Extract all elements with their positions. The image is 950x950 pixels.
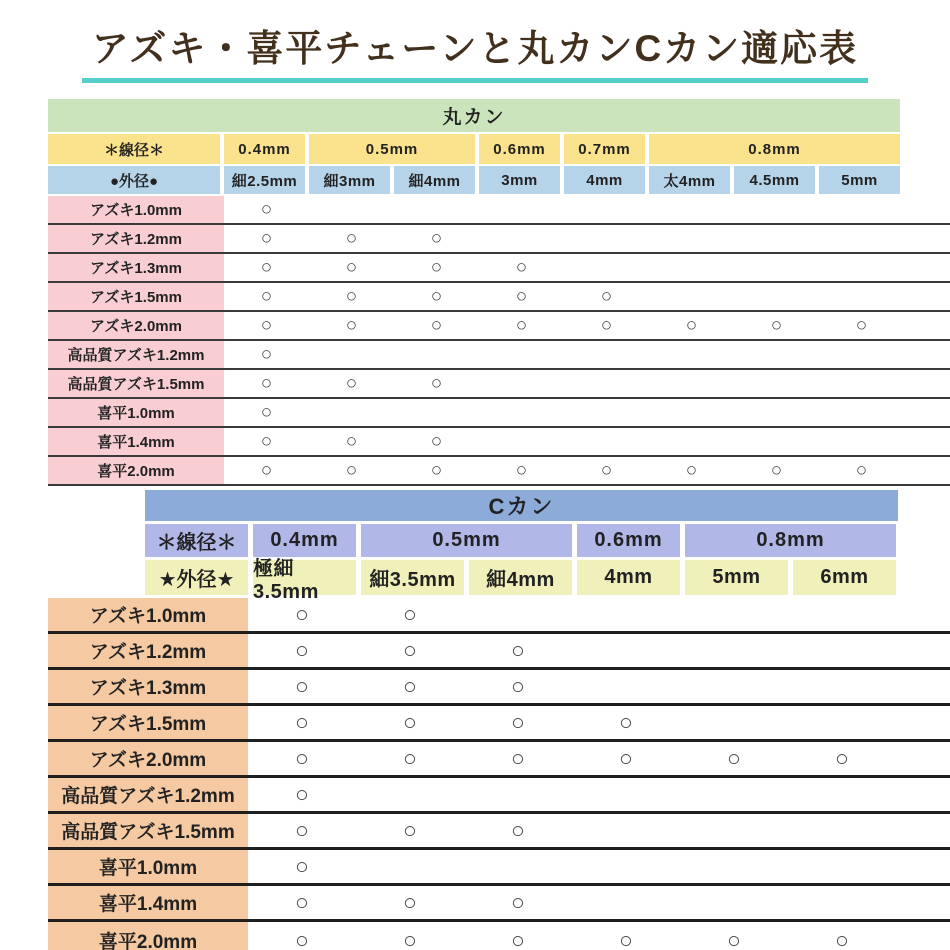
wire-diameter-value: 0.6mm bbox=[479, 134, 560, 164]
chain-row-label: 高品質アズキ1.2mm bbox=[48, 778, 248, 811]
compat-cell bbox=[788, 778, 896, 811]
compat-cell: ○ bbox=[403, 709, 417, 735]
compat-cell: ○ bbox=[260, 430, 273, 452]
chain-row-label: 高品質アズキ1.5mm bbox=[48, 814, 248, 847]
compat-cell bbox=[788, 814, 896, 847]
chain-row-label: アズキ1.2mm bbox=[48, 634, 248, 667]
compat-cell bbox=[788, 850, 896, 883]
outer-diameter-header-label: ★外径★ bbox=[145, 560, 248, 595]
compat-cell bbox=[394, 196, 479, 223]
compat-cell: ○ bbox=[403, 926, 417, 950]
compat-cell bbox=[680, 634, 788, 667]
compat-cell: ○ bbox=[403, 601, 417, 627]
wire-diameter-header-label: ＊線径＊ bbox=[145, 524, 248, 557]
chain-row-label: アズキ1.0mm bbox=[48, 196, 224, 223]
ckan-outer-diameter-row bbox=[145, 557, 950, 603]
compat-cell bbox=[680, 598, 788, 631]
chain-row bbox=[48, 850, 950, 886]
compat-cell bbox=[734, 341, 819, 368]
compat-cell: ○ bbox=[260, 198, 273, 220]
compat-cell: ○ bbox=[685, 314, 698, 336]
compat-cell bbox=[788, 706, 896, 739]
compat-cell: ○ bbox=[511, 637, 525, 663]
wire-diameter-value: 0.5mm bbox=[309, 134, 475, 164]
compat-cell: ○ bbox=[295, 637, 309, 663]
compat-cell bbox=[649, 399, 734, 426]
wire-diameter-value: 0.5mm bbox=[361, 524, 572, 557]
compat-cell: ○ bbox=[511, 817, 525, 843]
outer-diameter-value: 細3.5mm bbox=[361, 560, 464, 595]
compat-cell: ○ bbox=[430, 430, 443, 452]
compat-cell bbox=[572, 814, 680, 847]
compat-cell: ○ bbox=[770, 459, 783, 481]
compat-cell: ○ bbox=[345, 372, 358, 394]
chain-row-label: アズキ1.0mm bbox=[48, 598, 248, 631]
chain-row-label: 喜平1.0mm bbox=[48, 399, 224, 426]
chain-row bbox=[48, 886, 950, 922]
compat-cell bbox=[572, 598, 680, 631]
compat-cell: ○ bbox=[260, 401, 273, 423]
outer-diameter-value: 太4mm bbox=[649, 166, 730, 194]
chain-row bbox=[48, 598, 950, 634]
chain-row-label: 喜平2.0mm bbox=[48, 922, 248, 950]
chain-row bbox=[48, 370, 950, 399]
marukan-table-title: 丸カン bbox=[48, 99, 900, 132]
chain-row-label: アズキ1.3mm bbox=[48, 254, 224, 281]
compat-cell: ○ bbox=[403, 673, 417, 699]
outer-diameter-value: 極細3.5mm bbox=[253, 560, 356, 595]
compat-cell: ○ bbox=[511, 709, 525, 735]
chain-row-label: 高品質アズキ1.5mm bbox=[48, 370, 224, 397]
compat-cell bbox=[309, 196, 394, 223]
compat-cell: ○ bbox=[515, 314, 528, 336]
compat-cell bbox=[464, 850, 572, 883]
compat-cell: ○ bbox=[511, 745, 525, 771]
compat-cell: ○ bbox=[345, 314, 358, 336]
compat-cell: ○ bbox=[345, 256, 358, 278]
compat-cell bbox=[394, 341, 479, 368]
outer-diameter-value: 6mm bbox=[793, 560, 896, 595]
compat-cell bbox=[479, 196, 564, 223]
compat-cell: ○ bbox=[295, 781, 309, 807]
page-title-wrap bbox=[0, 0, 950, 83]
chain-row bbox=[48, 196, 950, 225]
compat-cell: ○ bbox=[515, 256, 528, 278]
compat-cell bbox=[680, 850, 788, 883]
compat-cell: ○ bbox=[295, 709, 309, 735]
compat-cell bbox=[680, 778, 788, 811]
compat-cell: ○ bbox=[260, 343, 273, 365]
compat-cell bbox=[680, 814, 788, 847]
compat-cell bbox=[734, 225, 819, 252]
compat-cell bbox=[479, 370, 564, 397]
compat-cell bbox=[649, 254, 734, 281]
marukan-outer-diameter-row bbox=[48, 166, 950, 194]
chain-row bbox=[48, 814, 950, 850]
outer-diameter-value: 細4mm bbox=[394, 166, 475, 194]
compat-cell: ○ bbox=[835, 745, 849, 771]
compat-cell bbox=[572, 886, 680, 919]
wire-diameter-value: 0.8mm bbox=[649, 134, 900, 164]
compat-cell: ○ bbox=[835, 926, 849, 950]
compat-cell: ○ bbox=[600, 285, 613, 307]
compat-cell: ○ bbox=[403, 889, 417, 915]
outer-diameter-header-label: ●外径● bbox=[48, 166, 220, 194]
compat-cell bbox=[572, 778, 680, 811]
marukan-compatibility-table bbox=[0, 99, 950, 486]
wire-diameter-value: 0.6mm bbox=[577, 524, 680, 557]
compat-cell: ○ bbox=[855, 314, 868, 336]
compat-cell bbox=[819, 428, 904, 455]
compat-cell bbox=[356, 778, 464, 811]
chain-row bbox=[48, 778, 950, 814]
compat-cell: ○ bbox=[619, 709, 633, 735]
compat-cell: ○ bbox=[345, 430, 358, 452]
page-title: アズキ・喜平チェーンと丸カンCカン適応表 bbox=[82, 18, 868, 83]
compat-cell bbox=[819, 399, 904, 426]
wire-diameter-header-label: ＊線径＊ bbox=[48, 134, 220, 164]
chain-row-label: アズキ1.2mm bbox=[48, 225, 224, 252]
compat-cell: ○ bbox=[260, 227, 273, 249]
compat-cell: ○ bbox=[295, 926, 309, 950]
chain-row bbox=[48, 428, 950, 457]
compat-cell: ○ bbox=[600, 314, 613, 336]
compat-cell bbox=[819, 341, 904, 368]
compat-cell bbox=[734, 428, 819, 455]
compat-cell: ○ bbox=[511, 926, 525, 950]
compat-cell bbox=[564, 428, 649, 455]
compat-cell: ○ bbox=[600, 459, 613, 481]
compat-cell: ○ bbox=[260, 314, 273, 336]
compat-cell: ○ bbox=[260, 285, 273, 307]
compat-cell bbox=[649, 341, 734, 368]
compat-cell: ○ bbox=[515, 459, 528, 481]
compat-cell: ○ bbox=[727, 745, 741, 771]
chain-row-label: 喜平1.4mm bbox=[48, 886, 248, 919]
compat-cell bbox=[680, 886, 788, 919]
compat-cell bbox=[394, 399, 479, 426]
compat-cell: ○ bbox=[295, 601, 309, 627]
compat-cell bbox=[680, 670, 788, 703]
outer-diameter-value: 4.5mm bbox=[734, 166, 815, 194]
compat-cell: ○ bbox=[619, 926, 633, 950]
compat-cell: ○ bbox=[260, 256, 273, 278]
compat-cell: ○ bbox=[345, 459, 358, 481]
compat-cell: ○ bbox=[345, 285, 358, 307]
compat-cell: ○ bbox=[685, 459, 698, 481]
compat-cell bbox=[564, 399, 649, 426]
compat-cell: ○ bbox=[770, 314, 783, 336]
compat-cell bbox=[734, 283, 819, 310]
compat-cell: ○ bbox=[295, 745, 309, 771]
chain-row-label: 喜平2.0mm bbox=[48, 457, 224, 484]
chain-row bbox=[48, 283, 950, 312]
compat-cell bbox=[572, 850, 680, 883]
compat-cell bbox=[572, 634, 680, 667]
compat-cell bbox=[788, 598, 896, 631]
outer-diameter-value: 5mm bbox=[685, 560, 788, 595]
outer-diameter-value: 3mm bbox=[479, 166, 560, 194]
compat-cell bbox=[309, 399, 394, 426]
chain-row bbox=[48, 341, 950, 370]
compat-cell bbox=[479, 399, 564, 426]
compat-cell: ○ bbox=[260, 459, 273, 481]
compat-cell bbox=[309, 341, 394, 368]
outer-diameter-value: 4mm bbox=[564, 166, 645, 194]
compat-cell bbox=[734, 370, 819, 397]
compat-cell bbox=[356, 850, 464, 883]
marukan-wire-diameter-row bbox=[48, 134, 950, 164]
compat-cell bbox=[479, 341, 564, 368]
chain-row bbox=[48, 399, 950, 428]
outer-diameter-value: 細2.5mm bbox=[224, 166, 305, 194]
chain-row-label: アズキ2.0mm bbox=[48, 742, 248, 775]
chain-row bbox=[48, 706, 950, 742]
chain-row-label: アズキ1.5mm bbox=[48, 283, 224, 310]
compat-cell: ○ bbox=[511, 889, 525, 915]
compat-cell: ○ bbox=[295, 853, 309, 879]
compat-cell: ○ bbox=[430, 372, 443, 394]
compat-cell: ○ bbox=[511, 673, 525, 699]
ckan-table-title: Cカン bbox=[145, 490, 898, 521]
chain-row bbox=[48, 670, 950, 706]
compat-cell bbox=[819, 370, 904, 397]
compat-cell: ○ bbox=[345, 227, 358, 249]
compat-cell: ○ bbox=[403, 637, 417, 663]
chain-row bbox=[48, 922, 950, 950]
compat-cell bbox=[788, 670, 896, 703]
compat-cell bbox=[564, 370, 649, 397]
compat-cell: ○ bbox=[403, 745, 417, 771]
compat-cell bbox=[564, 225, 649, 252]
chain-row-label: 高品質アズキ1.2mm bbox=[48, 341, 224, 368]
chain-row bbox=[48, 742, 950, 778]
compat-cell bbox=[788, 634, 896, 667]
compat-cell: ○ bbox=[727, 926, 741, 950]
chain-row bbox=[48, 634, 950, 670]
compat-cell: ○ bbox=[515, 285, 528, 307]
wire-diameter-value: 0.4mm bbox=[253, 524, 356, 557]
compat-cell bbox=[649, 283, 734, 310]
chain-row-label: アズキ1.3mm bbox=[48, 670, 248, 703]
compat-cell: ○ bbox=[403, 817, 417, 843]
compat-cell: ○ bbox=[619, 745, 633, 771]
compat-cell bbox=[649, 428, 734, 455]
chain-row-label: アズキ2.0mm bbox=[48, 312, 224, 339]
compat-cell: ○ bbox=[430, 227, 443, 249]
compat-cell: ○ bbox=[260, 372, 273, 394]
chain-row-label: 喜平1.4mm bbox=[48, 428, 224, 455]
compat-cell: ○ bbox=[430, 314, 443, 336]
chain-row bbox=[48, 457, 950, 486]
compat-cell bbox=[649, 196, 734, 223]
chain-row bbox=[48, 254, 950, 283]
compat-cell bbox=[734, 399, 819, 426]
compat-cell: ○ bbox=[855, 459, 868, 481]
compat-cell bbox=[788, 886, 896, 919]
outer-diameter-value: 細3mm bbox=[309, 166, 390, 194]
compat-cell bbox=[819, 283, 904, 310]
compat-cell: ○ bbox=[295, 817, 309, 843]
compat-cell: ○ bbox=[430, 459, 443, 481]
compat-cell: ○ bbox=[430, 285, 443, 307]
compat-cell bbox=[819, 254, 904, 281]
outer-diameter-value: 4mm bbox=[577, 560, 680, 595]
outer-diameter-value: 細4mm bbox=[469, 560, 572, 595]
compat-cell bbox=[649, 225, 734, 252]
compat-cell bbox=[734, 254, 819, 281]
compat-cell bbox=[572, 670, 680, 703]
compat-cell bbox=[649, 370, 734, 397]
wire-diameter-value: 0.8mm bbox=[685, 524, 896, 557]
compat-cell bbox=[479, 428, 564, 455]
compat-cell bbox=[680, 706, 788, 739]
wire-diameter-value: 0.7mm bbox=[564, 134, 645, 164]
compat-cell: ○ bbox=[430, 256, 443, 278]
compat-cell bbox=[564, 196, 649, 223]
compat-cell: ○ bbox=[295, 673, 309, 699]
wire-diameter-value: 0.4mm bbox=[224, 134, 305, 164]
compat-cell bbox=[734, 196, 819, 223]
compat-cell: ○ bbox=[295, 889, 309, 915]
chain-row-label: アズキ1.5mm bbox=[48, 706, 248, 739]
outer-diameter-value: 5mm bbox=[819, 166, 900, 194]
compat-cell bbox=[564, 254, 649, 281]
compat-cell bbox=[819, 225, 904, 252]
chain-row bbox=[48, 225, 950, 254]
chain-row bbox=[48, 312, 950, 341]
compat-cell bbox=[564, 341, 649, 368]
compat-cell bbox=[819, 196, 904, 223]
compat-cell bbox=[464, 778, 572, 811]
compat-cell bbox=[479, 225, 564, 252]
ckan-compatibility-table bbox=[0, 490, 950, 950]
compat-cell bbox=[464, 598, 572, 631]
chain-row-label: 喜平1.0mm bbox=[48, 850, 248, 883]
